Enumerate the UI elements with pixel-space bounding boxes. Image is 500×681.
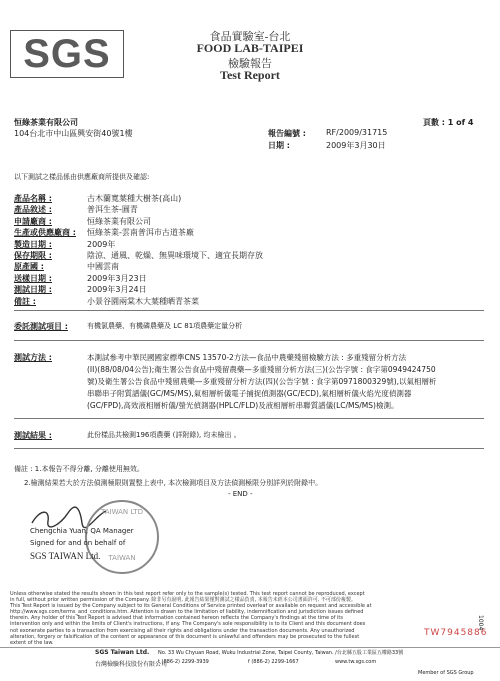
field-label: 申請廠商 : [14,216,52,226]
disclaimer-line: therein. Any holder of this Test Report is advised that information contained hereon reflects the Company's findings at the time of its [10,615,344,622]
serial-number: TW7945886 [424,628,488,638]
field-label: 測試日期 : [14,285,52,295]
title-en: FOOD LAB-TAIPEI [196,41,304,55]
company-stamp [85,500,159,574]
client-address: 104台北市中山區興安街40號1樓 [14,129,133,138]
report-date-row [268,140,387,152]
request-label: 委託測試項目 : [14,322,68,331]
footer-phone: t (886-2) 2299-3939 [158,659,209,665]
field-value: 2009年 [87,239,116,249]
signed-for: Signed for and on behalf of [30,539,126,547]
field-row [14,216,484,227]
field-row [14,261,484,272]
report-number-row [268,128,387,140]
field-row [14,193,484,204]
subtitle-en: Test Report [220,68,280,82]
report-date-value: 2009年3月30日 [326,141,386,150]
field-row [14,296,484,307]
field-value: 恒綠茶業有限公司 [87,216,151,226]
disclaimer-line: extent of the law. [10,639,54,646]
field-row [14,204,484,215]
footer-divider [0,647,500,648]
method-line: 本測試參考中華民國國家標準CNS 13570-2方法—食品中農藥殘留檢驗方法 : 多重殘留分析方法 [87,353,407,362]
field-value: 2009年3月24日 [87,285,147,295]
field-value: 小景谷園兩棠木大葉種晒青茶菜 [87,296,199,306]
footer-web: www.tw.sgs.com [335,659,377,665]
field-label: 原產國 : [14,262,44,272]
disclaimer-line: Unless otherwise stated the results shown in this test report refer only to the sample(s) tested. This test report cannot be reproduced, except [10,591,365,597]
method-text [87,352,487,412]
report-number-value: RF/2009/31715 [326,128,388,137]
field-label: 生產或供應廠商 : [14,228,76,238]
method-line: (GC/FPD),高效液相層析儀/螢光偵測器(HPLC/FLD)及液相層析串聯質譜儀(LC/MS/MS)檢測。 [87,401,399,410]
field-row [14,284,484,295]
sgs-logo [10,30,124,78]
footer-member: Member of SGS Group [418,670,474,676]
disclaimer-line: This Test Report is issued by the Company subject to its General Conditions of Service printed overleaf or available on request and accessible at [10,603,372,610]
field-value: 普洱生茶-圓青 [87,205,138,215]
disclaimer [10,591,420,646]
method-label: 測試方法 : [14,353,52,362]
field-value: 陰涼、通風、乾燥、無異味環境下、適宜長期存放 [87,250,263,260]
signer-company: SGS TAIWAN Ltd. [30,551,101,561]
subtitle-cn: 檢驗報告 [228,58,272,70]
disclaimer-line: not exonerate parties to a transaction from exercising all their rights and obligations under the transaction documents. Any unauthorized [10,627,355,634]
field-value: 古木蘭寬葉種大樹茶(高山) [87,194,182,203]
field-row [14,239,484,250]
disclaimer-line: intervention only and within the limits of Client's instructions, if any. The Company's sole responsibility is to its Client and this document does [10,621,366,628]
report-date-label: 日期 : [268,141,290,150]
field-value: 2009年3月23日 [87,273,147,283]
method-line: 串聯串子附質譜儀(GC/MS/MS),氣相層析儀電子捕捉偵測器(GC/ECD),氣相層析儀火焰光度偵測器 [87,389,412,398]
field-label: 產品敘述 : [14,205,52,215]
field-row [14,273,484,284]
disclaimer-line: http://www.sgs.com/terms_and_conditions.htm. Attention is drawn to the limitation of liability, indemnification and jurisdiction issues defined [10,609,364,616]
result-value: 此份樣品共檢測196項農藥 (詳附錄), 均未檢出 。 [87,431,241,439]
note-1: 備註 : 1.本報告不得分離, 分離使用無效。 [14,465,144,473]
footer-fax: f (886-2) 2299-1667 [248,659,299,665]
result-label: 測試結果 : [14,431,52,440]
logo-text: SGS [23,31,111,76]
client-name: 恒綠茶業有限公司 [14,118,78,127]
field-row [14,227,484,238]
note-2: 2.檢測結果若大於方法偵測極限則置整上表中, 本次檢測項目及方法偵測極限分別詳列於附錄中。 [24,479,323,487]
field-value: 中國雲南 [87,262,119,272]
method-line: (II)(88/08/04公告);衛生署公告食品中殘留農藥—多重殘留分析方法(三)(公告字號 : 食字第0949424750 [87,365,436,374]
divider [14,418,484,419]
stamp-top-text: TAIWAN LTD [101,508,143,516]
report-number-label: 報告編號 : [268,129,306,138]
field-label: 保存期限 : [14,250,52,260]
field-label: 製造日期 : [14,239,52,249]
signer-name: Chengchia Yuan, QA Manager [30,527,134,535]
stamp-bottom-text: TAIWAN [108,554,136,562]
field-label: 送樣日期 : [14,273,52,283]
disclaimer-line: alteration, forgery or falsification of the content or appearance of this document is unlawful and offenders may be prosecuted to the fullest [10,633,360,640]
end-marker: - END - [228,490,253,498]
side-number: 1004 [477,615,484,631]
page-info: 頁數 : 1 of 4 [423,118,474,127]
product-fields [14,193,484,307]
field-row [14,250,484,261]
request-row [14,321,242,332]
field-value: 恒綠茶業-雲南普洱市古道茶廠 [87,228,194,238]
method-line: 號)及衛生署公告食品中殘留農藥—多重殘留分析方法(四)(公告字號 : 食字第0971800329號),以氣相層析 [87,377,437,386]
disclaimer-line: in full, without prior written permission of the Company. 除非另有說明, 此報告結果僅對測試之樣品負責, 本報告未經本公司書面許可, 不可部份複製。 [10,597,356,604]
request-value: 有機氯農藥、有機磷農藥及 LC 81項農藥定量分析 [87,322,243,330]
footer-address: No. 33 Wu Chyuan Road, Wuku Industrial Zone, Taipei County, Taiwan. /台北縣五股工業區五權路33號 [158,650,404,656]
footer-company-cn: 台灣檢驗科技股份有限公司 [95,661,168,668]
divider [14,310,484,311]
divider [14,340,484,341]
divider [14,448,484,449]
result-row [14,430,241,441]
intro-text: 以下測試之樣品係由供應廠商所提供及確認: [14,173,150,181]
report-meta [268,128,387,152]
field-label: 產品名稱 : [14,194,52,203]
title-cn: 食品實驗室-台北 [209,31,291,43]
field-label: 備註 : [14,296,36,306]
footer-company-en: SGS Taiwan Ltd. [95,649,150,656]
